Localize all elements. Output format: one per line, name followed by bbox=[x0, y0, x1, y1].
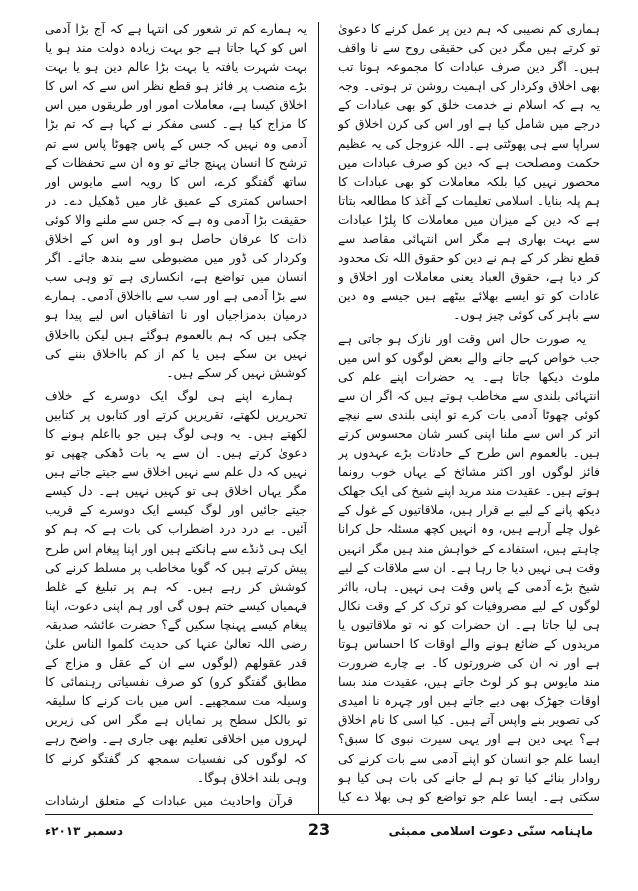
paragraph: ہمارے اپنے ہی لوگ ایک دوسرے کے خلاف تحریریں لکھتے، تقریریں کرتے اور کتابوں پر کتابیں لکھتے ہیں۔ یہ وہی لوگ ہیں جو بااعلم ہونے کا دعویٰ کرتے ہیں۔ ان سے یہ بات ڈھکی چھپی تو نہیں کہ دل علم سے نہیں اخلاق سے جیتے جاتے ہیں مگر یہاں اخلاق ہی تو کہیں نہیں ہے۔ دل کیسے جیتے جائیں اور لوگ کیسے ایک دوسرے کے قریب آئیں۔ بے درد درد اضطراب کی بات ہے کہ ہم کو ایک ہی ڈنڈے سے ہانکتے ہیں اور اپنا پیغام اس طرح پیش کرتے ہیں کہ گویا مخاطب پر مسلط کرنے کی کوشش کر رہے ہیں۔ کہ ہم پر تبلیغ کے غلط فہمیاں کیسے ختم ہوں گی اور ہم اپنی دعوت، اپنا پیغام کیسے پہنچا سکیں گے؟ حضرت عائشہ صدیقہ رضی اللہ تعالیٰ عنہا کی حدیث کلموا الناس علیٰ قدر عقولهم (لوگوں سے ان کے عقل و مزاج کے مطابق گفتگو کرو) کو صرف نفسیاتی رہنمائی کا وسیلہ مت سمجھیے۔ اس میں بات کرنے کا سلیقہ تو بالکل سطح پر نمایاں ہے مگر اس کی زیریں لہروں میں اخلاقی تعلیم بھی جاری ہے۔ واضح رہے کہ لوگوں کی نفسیات سمجھ کر گفتگو کرنے کا وہی بلند اخلاق ہوگا۔ bbox=[45, 388, 307, 785]
page-number: 23 bbox=[307, 820, 331, 839]
paragraph: ہماری کم نصیبی کہ ہم دین پر عمل کرنے کا دعویٰ تو کرتے ہیں مگر دین کی حقیقی روح سے نا واقف ہیں۔ اگر دین صرف عبادات کا مجموعہ ہوتا تب بھی اخلاق وکردار کی اہمیت روشن تر ہوتی۔ وجہ یہ ہے کہ اسلام نے خدمت خلق کو بھی عبادات کے درجے میں شامل کیا ہے اور اس کی کرن اخلاق کو سراپا سے ہی پھوٹتی ہے۔ اللہ عزوجل کی یہ عظیم حکمت ومصلحت ہے کہ دین کو صرف عبادات میں محصور نہیں کیا بلکہ معاملات کو بھی عبادات کا ہم پلہ بنایا۔ اسلامی تعلیمات کے آغذ کا مطالعہ بتاتا ہے کہ دین کے میزان میں معاملات کا پلڑا عبادات سے بہت بھاری ہے مگر اس انتہائی مقاصد سے قطع نظر کر کے ہم نے دین کو حقوق اللہ تک محدود کر دیا ہے، حقوق العباد یعنی معاملات اور اخلاق و عادات کو تو ایسے بھلائے بیٹھے ہیں جیسے وہ دین سے باہر کی کوئی چیز ہوں۔ bbox=[338, 22, 600, 323]
paragraph: قرآن واحادیث میں عبادات کے متعلق ارشادات bbox=[45, 793, 293, 808]
paragraph: یہ صورت حال اس وقت اور نازک ہو جاتی ہے جب خواص کہے جانے والے بعض لوگوں کو اس میں ملوث دیکھا جاتا ہے۔ یہ حضرات اپنے علم کی انتہائی بلندی سے مخاطب ہوتے ہیں کہ اگر ان سے کوئی چھوٹا آدمی بات کرے تو اپنی بلندی سے نیچے اتر کر اس سے ملنا اپنی کسر شان محسوس کرتے ہیں۔ بالعموم اس طرح کے حادثات بڑے عہدوں پر فائز لوگوں اور اکثر مشائخ کے یہاں خوب رونما ہوتے ہیں۔ عقیدت مند مرید اپنے شیخ کی ایک جھلک دیکھ پانے کے لیے بے قرار ہیں، ملاقاتیوں کے غول کے غول چلے آرہے ہیں، وہ انہیں کچھ مسئلہ حل کرانا چاہتے ہیں، استفادے کے خواہش مند ہیں مگر انہیں وقت ہی نہیں دیا جا رہا ہے۔ ان سے ملاقات کے لیے شیخ بڑے آدمی کے پاس وقت ہی نہیں۔ ہاں، بااثر لوگوں کے لیے مصروفیات کو ترک کر کے وقت نکال ہی لیا جاتا ہے۔ ان حضرات کو نہ تو ملاقاتیوں یا مریدوں کے ضائع ہونے والے اوقات کا احساس ہوتا ہے اور نہ ان کی ضرورتوں کا۔ بے چارے ضرورت مند مایوس ہو کر لوٹ جاتے ہیں، عقیدت مند بسا اوقات جھڑک بھی دیے جاتے ہیں اور چہرہ نا امیدی کی تصویر بنے واپس آتے ہیں۔ کیا اسی کا نام اخلاق ہے؟ یہی دین ہے اور یہی سیرت نبوی کا سبق؟ ایسا علم جو انسان کو اپنے آدمی سے بات کرنے کی روادار بنائے کیا تو ہم لے جانے کی بات ہی کیا ہو سکتی ہے۔ ایسا علم جو تواضع کو ہی بھلا دے کیا bbox=[338, 331, 600, 804]
page-footer bbox=[45, 820, 593, 844]
left-column bbox=[45, 20, 307, 810]
right-column bbox=[338, 20, 600, 810]
column-divider bbox=[318, 22, 319, 814]
footer-rule bbox=[45, 814, 593, 815]
magazine-name: ماہنامہ سنّی دعوت اسلامی ممبئی bbox=[388, 824, 593, 838]
issue-date: دسمبر ۲۰۱۳ء bbox=[45, 824, 123, 838]
paragraph: یہ ہمارے کم تر شعور کی انتہا ہے کہ آج بڑا آدمی اس کو کہا جاتا ہے جو بہت زیادہ دولت مند ہو یا بہت شہرت یافتہ یا بہت بڑا عالم دین ہو یا بہت بڑے منصب پر فائز ہو قطع نظر اس سے کہ اس کا اخلاق کیسا ہے، معاملات امور اور طریقوں میں اس کا مزاج کیا ہے۔ کسی مفکر نے کہا ہے کہ تم بڑا آدمی وہ نہیں کہ جس کے پاس چھوٹا پاس سے تم ترشح کا انسان پہنچ جائے تو وہ ان سے تحفظات کے ساتھ گفتگو کرے، اس کا رویہ اسے مایوس اور احساس کمتری کے عمیق غار میں ڈھکیل دے۔ در حقیقت بڑا آدمی وہ ہے کہ جس سے ملنے والا کوئی ذات کا عرفان حاصل ہو اور وہ اس کے اخلاق وکردار کی ڈور میں مضبوطی سے بندھ جائے۔ اگر انسان میں تواضع ہے، انکساری ہے تو وہی سب سے بڑا آدمی ہے اور سب سے بااخلاق آدمی۔ ہمارے درمیان بدمزاجیاں اور نا اتفاقیاں اس لیے پیدا ہو چکی ہیں کہ ہم بالعموم ہوگئے ہیں لیکن بااخلاق نہیں بن سکے ہیں یا کم از کم بااخلاق بننے کی کوشش نہیں کر سکے ہیں۔ bbox=[45, 22, 307, 380]
